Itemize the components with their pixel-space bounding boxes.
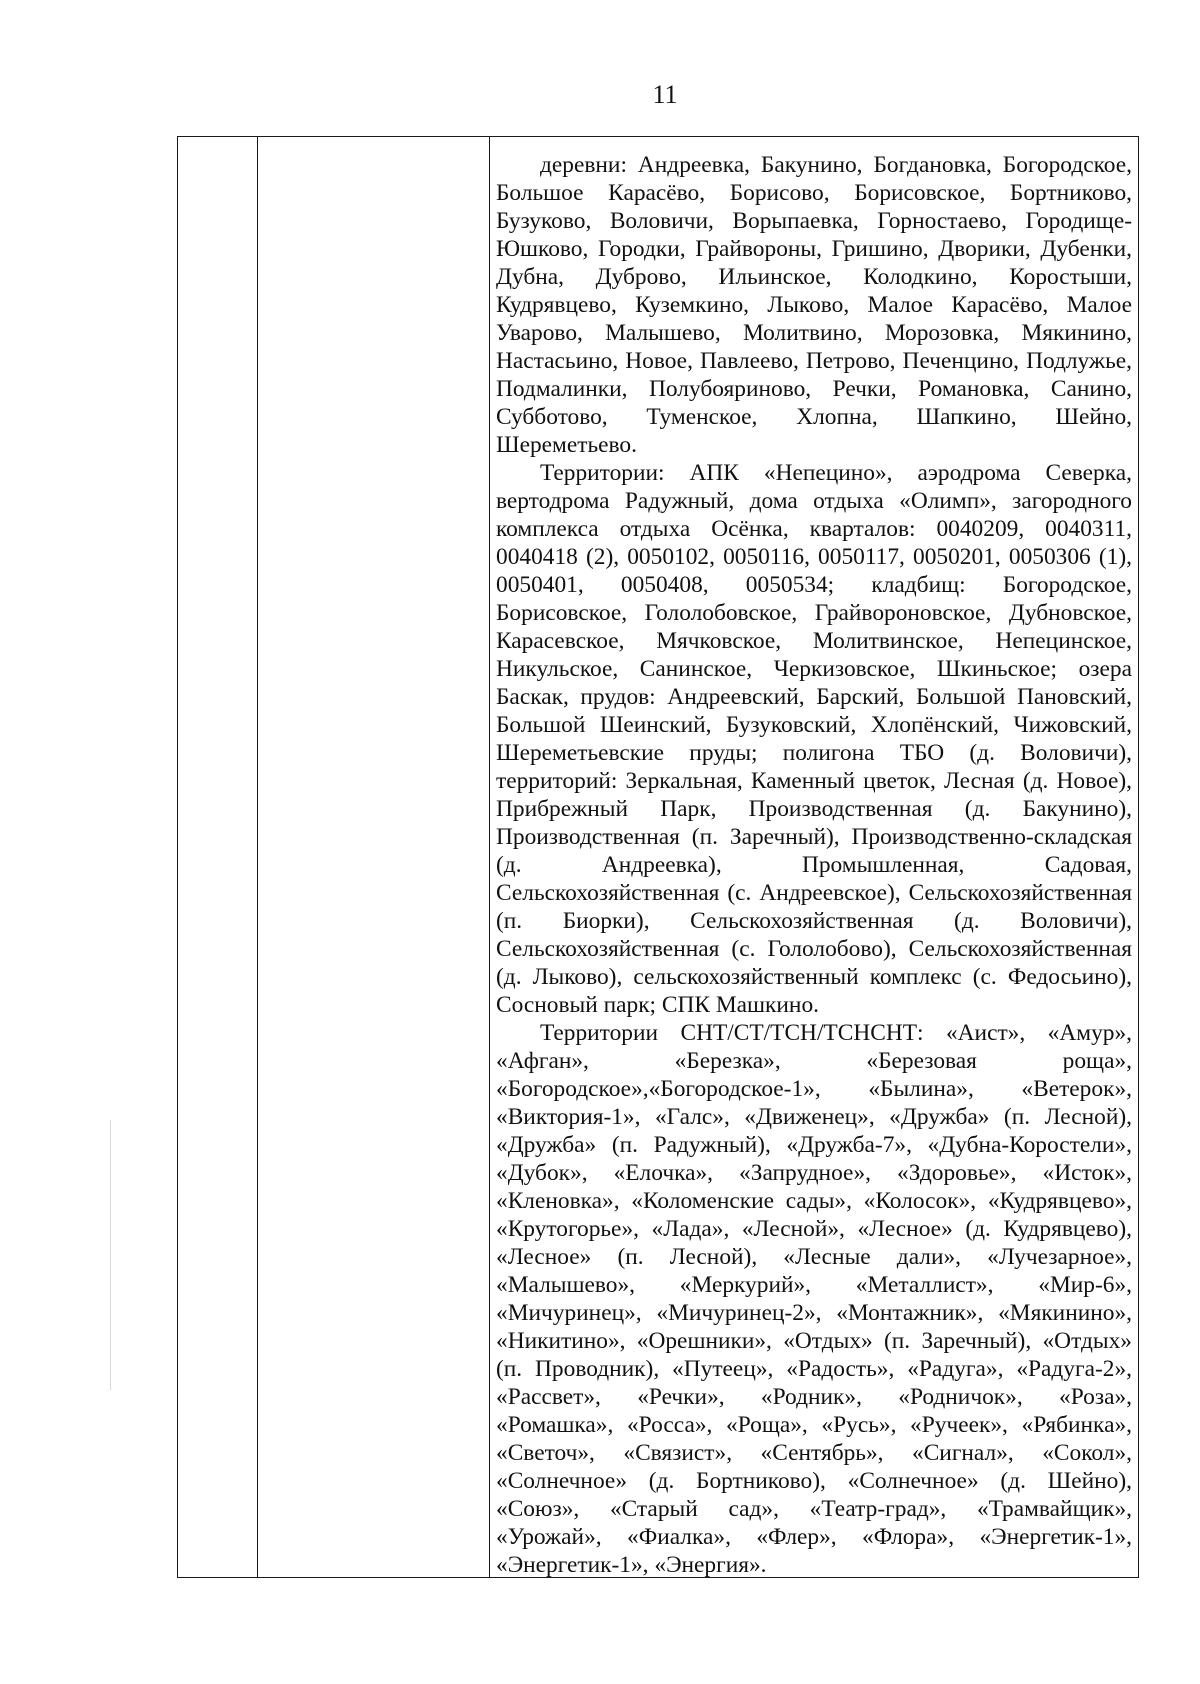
document-table xyxy=(177,136,1139,1578)
scan-artifact-line xyxy=(110,1120,111,1390)
table-column-divider-2 xyxy=(489,137,490,1577)
villages-paragraph: деревни: Андреевка, Бакунино, Богдановка, Богородское, Большое Карасёво, Борисово, Борисовское, Бортниково, Бузуково, Воловичи, Ворыпаевка, Горностаево, Городище-Юшково, Городки, Грайвороны, Гришино, Дворики, Дубенки, Дубна, Дуброво, Ильинское, Колодкино, Коростыши, Кудрявцево, Куземкино, Лыково, Малое Карасёво, Малое Уварово, Малышево, Молитвино, Морозовка, Мякинино, Настасьино, Новое, Павлеево, Петрово, Печенцино, Подлужье, Подмалинки, Полубояриново, Речки, Романовка, Санино, Субботово, Туменское, Хлопна, Шапкино, Шейно, Шереметьево. xyxy=(496,152,1132,458)
territory-list-cell xyxy=(496,151,1132,1579)
snt-territories-paragraph: Территории СНТ/СТ/ТСН/ТСНСНТ: «Аист», «Амур», «Афган», «Березка», «Березовая роща», «Богородское»,«Богородское-1», «Былина», «Ветерок», «Виктория-1», «Галс», «Движенец», «Дружба» (п. Лесной), «Дружба» (п. Радужный), «Дружба-7», «Дубна-Коростели», «Дубок», «Елочка», «Запрудное», «Здоровье», «Исток», «Кленовка», «Коломенские сады», «Колосок», «Кудрявцево», «Крутогорье», «Лада», «Лесной», «Лесное» (д. Кудрявцево), «Лесное» (п. Лесной), «Лесные дали», «Лучезарное», «Малышево», «Меркурий», «Металлист», «Мир-6», «Мичуринец», «Мичуринец-2», «Монтажник», «Мякинино», «Никитино», «Орешники», «Отдых» (п. Заречный), «Отдых» (п. Проводник), «Путеец», «Радость», «Радуга», «Радуга-2», «Рассвет», «Речки», «Родник», «Родничок», «Роза», «Ромашка», «Росса», «Роща», «Русь», «Ручеек», «Рябинка», «Светоч», «Связист», «Сентябрь», «Сигнал», «Сокол», «Солнечное» (д. Бортниково), «Солнечное» (д. Шейно), «Союз», «Старый сад», «Театр-град», «Трамвайщик», «Урожай», «Фиалка», «Флер», «Флора», «Энергетик-1», «Энергетик-1», «Энергия». xyxy=(496,1020,1132,1578)
territories-paragraph: Территории: АПК «Непецино», аэродрома Северка, вертодрома Радужный, дома отдыха «Олимп», загородного комплекса отдыха Осёнка, кварталов: 0040209, 0040311, 0040418 (2), 0050102, 0050116, 0050117, 0050201, 0050306 (1), 0050401, 0050408, 0050534; кладбищ: Богородское, Борисовское, Гололобовское, Грайвороновское, Дубновское, Карасевское, Мячковское, Молитвинское, Непецинское, Никульское, Санинское, Черкизовское, Шкиньское; озера Баскак, прудов: Андреевский, Барский, Большой Пановский, Большой Шеинский, Бузуковский, Хлопёнский, Чижовский, Шереметьевские пруды; полигона ТБО (д. Воловичи), территорий: Зеркальная, Каменный цветок, Лесная (д. Новое), Прибрежный Парк, Производственная (д. Бакунино), Производственная (п. Заречный), Производственно-складская (д. Андреевка), Промышленная, Садовая, Сельскохозяйственная (с. Андреевское), Сельскохозяйственная (п. Биорки), Сельскохозяйственная (д. Воловичи), Сельскохозяйственная (с. Гололобово), Сельскохозяйственная (д. Лыково), сельскохозяйственный комплекс (с. Федосьино), Сосновый парк; СПК Машкино. xyxy=(496,460,1132,1018)
page-number: 11 xyxy=(652,80,678,109)
table-column-divider-1 xyxy=(257,137,258,1577)
